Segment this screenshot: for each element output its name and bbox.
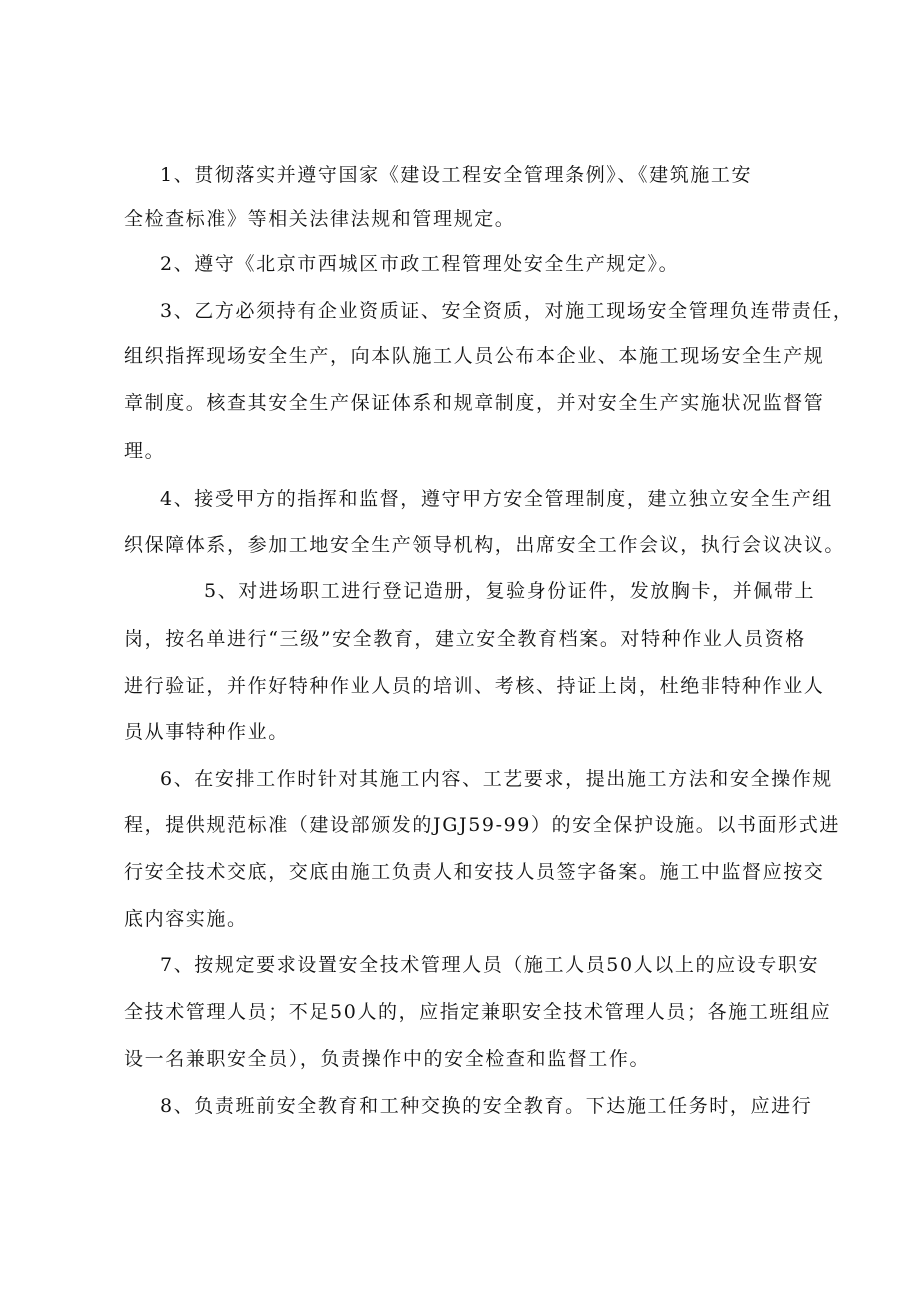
text-line-12: 进行验证，并作好特种作业人员的培训、考核、持证上岗，杜绝非特种作业人: [124, 675, 825, 697]
text-line-17: 底内容实施。: [124, 908, 248, 930]
text-line-5: 组织指挥现场安全生产，向本队施工人员公布本企业、本施工现场安全生产规: [124, 345, 825, 367]
text-line-4: 3、乙方必须持有企业资质证、安全资质，对施工现场安全管理负连带责任，: [160, 300, 854, 322]
text-line-18: 7、按规定要求设置安全技术管理人员（施工人员50人以上的应设专职安: [160, 954, 820, 976]
text-line-7: 理。: [124, 440, 166, 462]
text-line-20: 设一名兼职安全员），负责操作中的安全检查和监督工作。: [124, 1048, 651, 1070]
text-line-6: 章制度。核查其安全生产保证体系和规章制度，并对安全生产实施状况监督管: [124, 392, 825, 414]
text-line-9: 织保障体系，参加工地安全生产领导机构，出席安全工作会议，执行会议决议。: [124, 534, 846, 556]
text-line-2: 全检查标准》等相关法律法规和管理规定。: [124, 208, 516, 230]
text-line-1: 1、贯彻落实并遵守国家《建设工程安全管理条例》、《建筑施工安: [160, 164, 753, 186]
text-line-8: 4、接受甲方的指挥和监督，遵守甲方安全管理制度，建立独立安全生产组: [160, 488, 833, 510]
text-line-3: 2、遵守《北京市西城区市政工程管理处安全生产规定》。: [160, 253, 680, 275]
text-line-16: 行安全技术交底，交底由施工负责人和安技人员签字备案。施工中监督应按交: [124, 861, 825, 883]
text-line-14: 6、在安排工作时针对其施工内容、工艺要求，提出施工方法和安全操作规: [160, 768, 833, 790]
text-line-10: 5、对进场职工进行登记造册，复验身份证件，发放胸卡，并佩带上: [204, 580, 816, 602]
text-line-19: 全技术管理人员；不足50人的，应指定兼职安全技术管理人员；各施工班组应: [124, 1001, 832, 1023]
text-line-21: 8、负责班前安全教育和工种交换的安全教育。下达施工任务时，应进行: [160, 1095, 813, 1117]
text-line-13: 员从事特种作业。: [124, 721, 289, 743]
text-line-15: 程，提供规范标准（建设部颁发的JGJ59-99）的安全保护设施。以书面形式进: [124, 814, 840, 836]
text-line-11: 岗，按名单进行“三级”安全教育，建立安全教育档案。对特种作业人员资格: [124, 628, 806, 650]
